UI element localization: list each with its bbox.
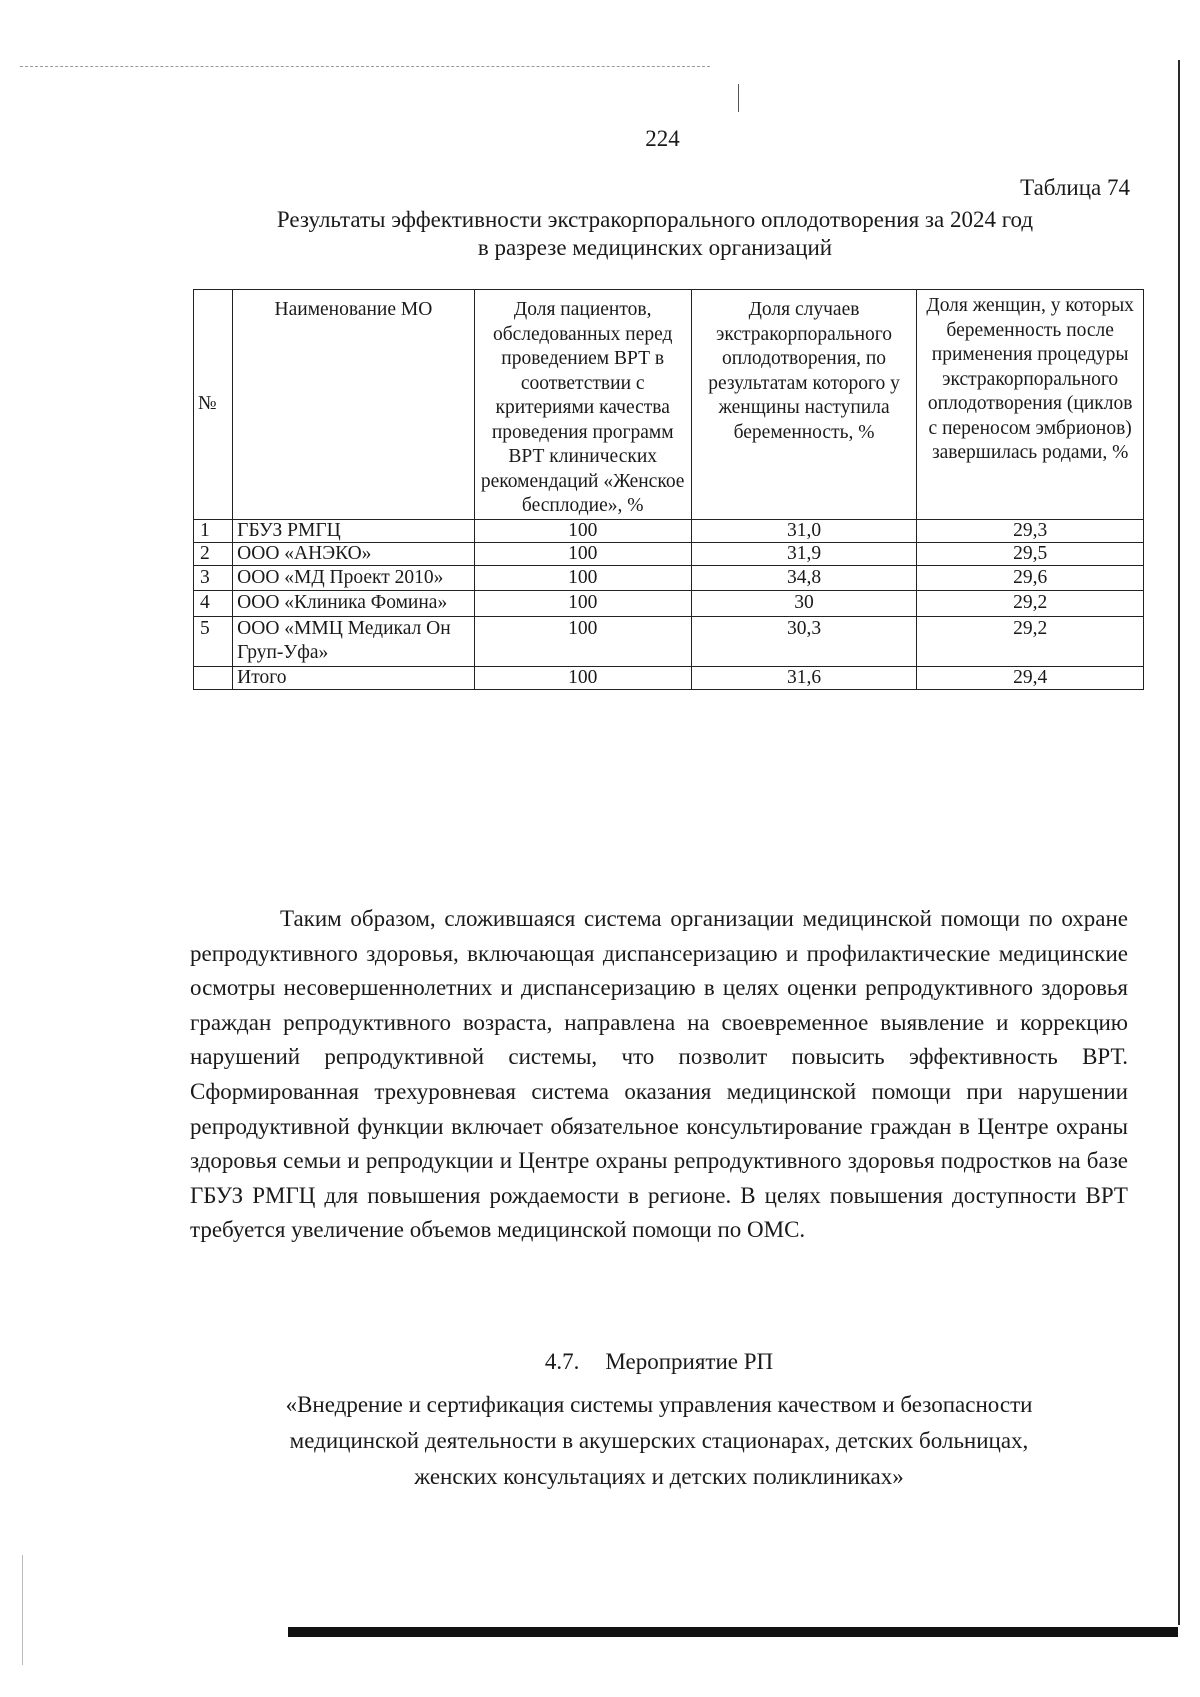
- row-num: 2: [194, 542, 233, 565]
- scan-mark: [738, 84, 739, 112]
- header-name: Наименование МО: [233, 290, 474, 520]
- header-num: №: [194, 290, 233, 520]
- section-title: Мероприятие РП: [605, 1349, 774, 1374]
- row-cases: 31,0: [691, 519, 917, 542]
- row-name: ГБУЗ РМГЦ: [233, 519, 474, 542]
- table-title: [190, 206, 1120, 262]
- scan-edge-bottom: [288, 1627, 1178, 1637]
- row-cases: 30,3: [691, 616, 917, 666]
- table-row: [194, 616, 1144, 666]
- total-cases: 31,6: [691, 666, 917, 689]
- table-row: [194, 565, 1144, 591]
- row-num: 1: [194, 519, 233, 542]
- row-women: 29,5: [917, 542, 1144, 565]
- scan-edge-left: [22, 1555, 23, 1665]
- row-name: ООО «АНЭКО»: [233, 542, 474, 565]
- header-share-patients: Доля пациентов, обследованных перед проведением ВРТ в соответствии с критериями качества проведения программ ВРТ клинических рекомендаций «Женское бесплодие», %: [474, 290, 691, 520]
- table-header-row: [194, 290, 1144, 520]
- row-patients: 100: [474, 591, 691, 617]
- header-share-women: Доля женщин, у которых беременность после применения процедуры экстракорпорального оплодотворения (циклов с переносом эмбрионов) завершилась родами, %: [917, 290, 1144, 520]
- scan-edge-top: [20, 66, 710, 67]
- row-women: 29,2: [917, 591, 1144, 617]
- body-text: [190, 902, 1128, 1248]
- row-women: 29,3: [917, 519, 1144, 542]
- page-number: 224: [645, 126, 680, 151]
- row-name: ООО «МД Проект 2010»: [233, 565, 474, 591]
- row-women: 29,2: [917, 616, 1144, 666]
- body-paragraph: Таким образом, сложившаяся система организации медицинской помощи по охране репродуктивного здоровья, включающая диспансеризацию и профилактические медицинские осмотры несовершеннолетних и диспансеризацию в целях оценки репродуктивного здоровья граждан репродуктивного возраста, направлена на своевременное выявление и коррекцию нарушений репродуктивной системы, что позволит повысить эффективность ВРТ. Сформированная трехуровневая система оказания медицинской помощи при нарушении репродуктивной функции включает обязательное консультирование граждан в Центре охраны здоровья семьи и репродукции и Центре охраны репродуктивного здоровья подростков на базе ГБУЗ РМГЦ для повышения рождаемости в регионе. В целях повышения доступности ВРТ требуется увеличение объемов медицинской помощи по ОМС.: [190, 906, 1128, 1243]
- table-row: [194, 519, 1144, 542]
- row-patients: 100: [474, 519, 691, 542]
- row-cases: 30: [691, 591, 917, 617]
- section-number: 4.7.: [544, 1349, 580, 1374]
- row-name: ООО «ММЦ Медикал Он Груп-Уфа»: [233, 616, 474, 666]
- table-total-row: [194, 666, 1144, 689]
- section-heading: [190, 1349, 1128, 1375]
- total-name: Итого: [233, 666, 474, 689]
- table-title-line: Результаты эффективности экстракорпорального оплодотворения за 2024 год: [276, 207, 1034, 232]
- table-label: Таблица 74: [1020, 175, 1130, 200]
- row-num: 4: [194, 591, 233, 617]
- table-row: [194, 591, 1144, 617]
- row-patients: 100: [474, 616, 691, 666]
- table-row: [194, 542, 1144, 565]
- row-cases: 31,9: [691, 542, 917, 565]
- row-num: 3: [194, 565, 233, 591]
- total-women: 29,4: [917, 666, 1144, 689]
- total-patients: 100: [474, 666, 691, 689]
- header-share-cases: Доля случаев экстракорпорального оплодотворения, по результатам которого у женщины наступила беременность, %: [691, 290, 917, 520]
- table-title-line: в разрезе медицинских организаций: [477, 235, 833, 260]
- section-subtitle-line: «Внедрение и сертификация системы управления качеством и безопасности: [285, 1392, 1033, 1417]
- row-patients: 100: [474, 542, 691, 565]
- scan-edge-right: [1178, 60, 1180, 1625]
- section-subtitle-line: женских консультациях и детских поликлиниках»: [414, 1464, 904, 1489]
- total-num: [194, 666, 233, 689]
- row-women: 29,6: [917, 565, 1144, 591]
- section-subtitle: [190, 1387, 1128, 1495]
- row-num: 5: [194, 616, 233, 666]
- results-table: [193, 289, 1144, 690]
- row-name: ООО «Клиника Фомина»: [233, 591, 474, 617]
- row-patients: 100: [474, 565, 691, 591]
- row-cases: 34,8: [691, 565, 917, 591]
- section-subtitle-line: медицинской деятельности в акушерских стационарах, детских больницах,: [289, 1428, 1029, 1453]
